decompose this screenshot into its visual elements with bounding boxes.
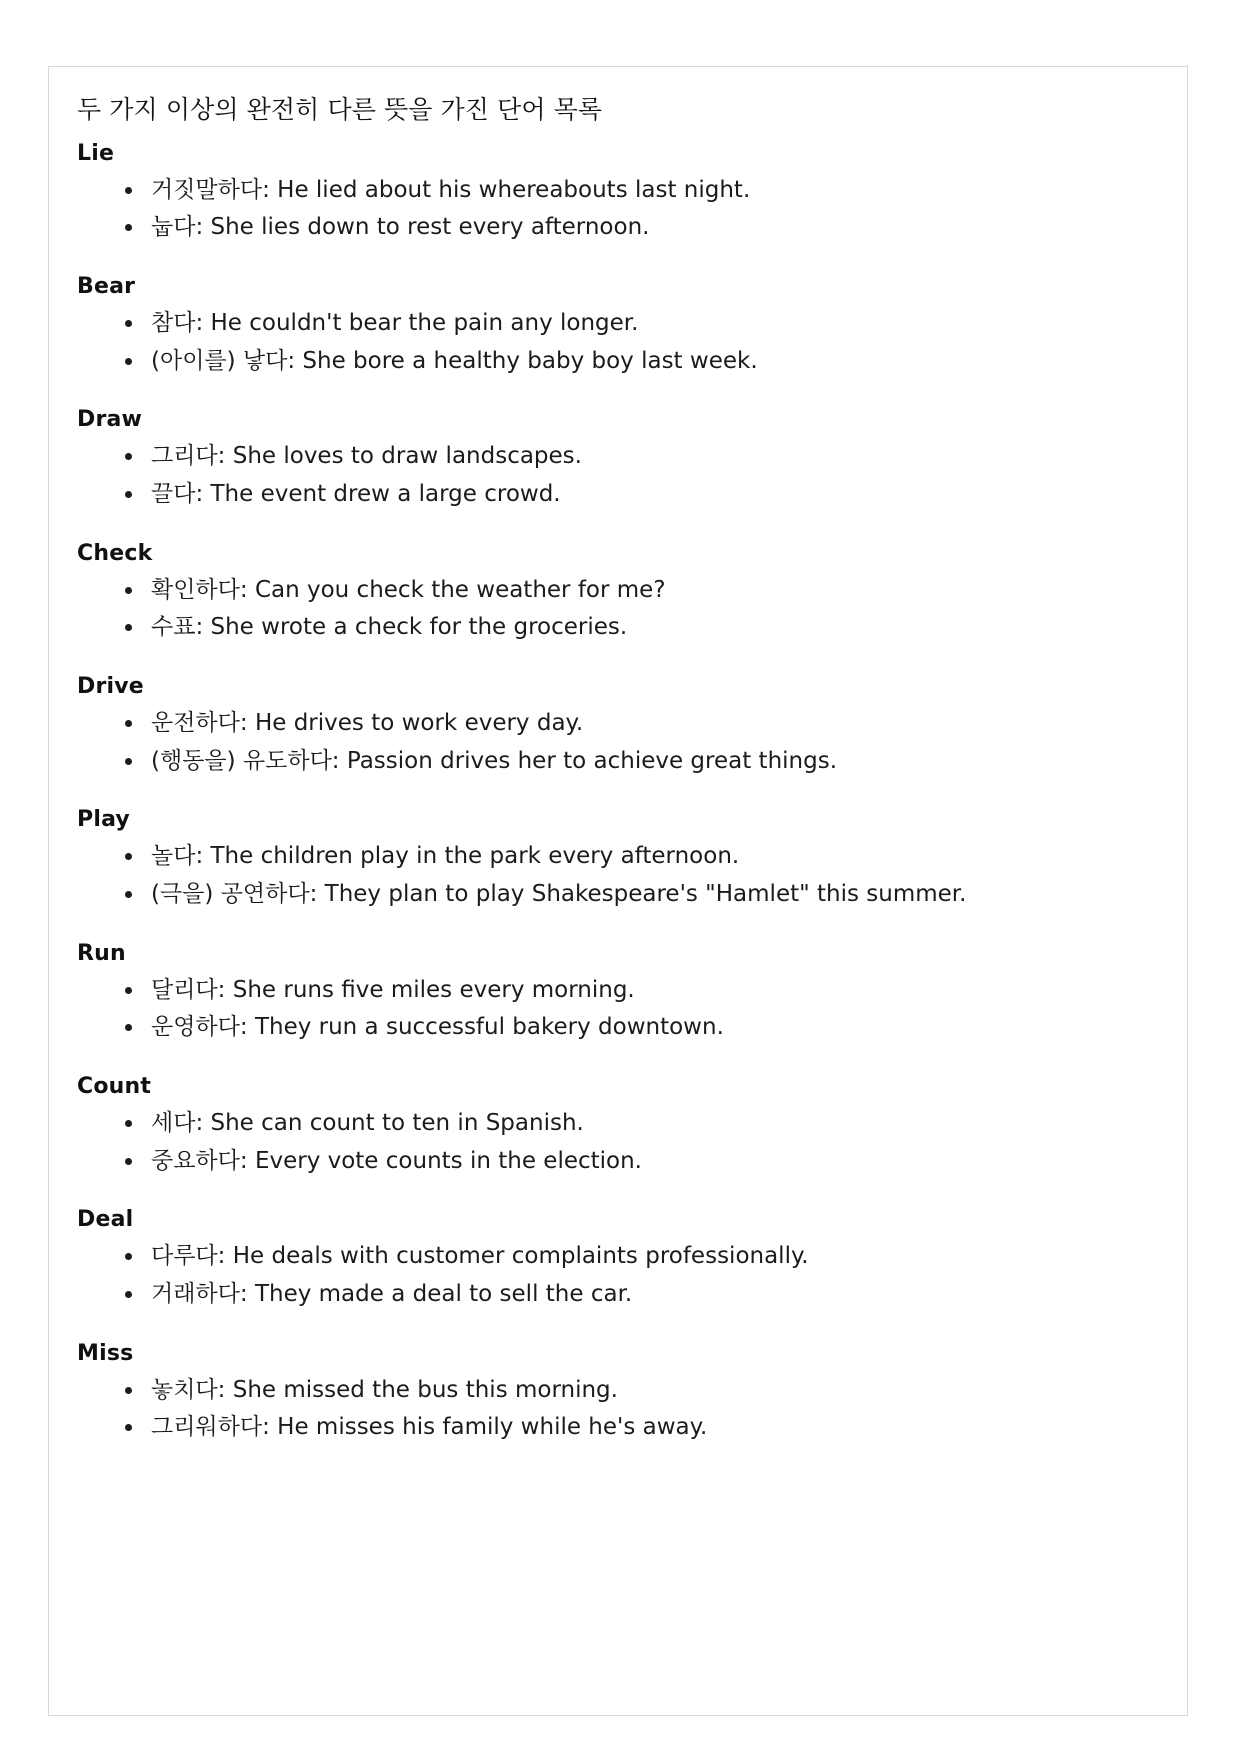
- sense-example: She lies down to rest every afternoon.: [210, 214, 650, 241]
- sense-example: He lied about his whereabouts last night.: [277, 176, 751, 203]
- list-item: [123, 1145, 1147, 1178]
- sense-example: They plan to play Shakespeare's "Hamlet" this summer.: [324, 880, 967, 907]
- sense-korean: 확인하다: [151, 576, 240, 603]
- sense-separator: :: [262, 176, 278, 203]
- sense-separator: :: [195, 614, 211, 641]
- sense-korean: 끌다: [151, 481, 196, 508]
- sense-korean: 운영하다: [151, 1014, 240, 1041]
- sense-korean: (행동을) 유도하다: [151, 747, 332, 774]
- word-heading: Lie: [77, 140, 115, 166]
- word-entry: [77, 674, 1147, 777]
- sense-example: The event drew a large crowd.: [210, 481, 561, 508]
- sense-example: He misses his family while he's away.: [277, 1414, 708, 1441]
- sense-list: [77, 707, 1147, 777]
- list-item: [123, 745, 1147, 778]
- word-entry: [77, 407, 1147, 510]
- sense-korean: (아이를) 낳다: [151, 347, 288, 374]
- sense-example: She missed the bus this morning.: [232, 1376, 618, 1403]
- sense-korean: 참다: [151, 310, 196, 337]
- word-heading: Bear: [77, 274, 136, 300]
- sense-list: [77, 174, 1147, 244]
- word-entry: [77, 1074, 1147, 1177]
- sense-list: [77, 1374, 1147, 1444]
- sense-example: He drives to work every day.: [254, 710, 584, 736]
- word-entry: [77, 141, 1147, 244]
- sense-korean: 거래하다: [151, 1280, 240, 1307]
- sense-example: Passion drives her to achieve great things.: [346, 747, 838, 774]
- sense-list: [77, 440, 1147, 510]
- sense-example: She loves to draw landscapes.: [232, 443, 582, 470]
- sense-example: She wrote a check for the groceries.: [210, 614, 628, 641]
- word-entry: [77, 274, 1147, 377]
- word-entry: [77, 941, 1147, 1044]
- sense-separator: :: [195, 214, 211, 241]
- sense-separator: :: [239, 1014, 255, 1041]
- sense-korean: (극을) 공연하다: [151, 880, 310, 907]
- sense-separator: :: [239, 576, 255, 603]
- sense-separator: :: [239, 1280, 255, 1307]
- list-item: [123, 878, 1147, 911]
- list-item: [123, 574, 1147, 607]
- list-item: [123, 707, 1147, 740]
- sense-separator: :: [217, 443, 233, 470]
- word-entry: [77, 807, 1147, 910]
- sense-separator: :: [309, 880, 325, 907]
- list-item: [123, 1374, 1147, 1407]
- word-heading: Miss: [77, 1340, 134, 1366]
- sense-korean: 놀다: [151, 843, 196, 870]
- sense-list: [77, 307, 1147, 377]
- word-heading: Deal: [77, 1207, 134, 1233]
- sense-separator: :: [195, 1109, 211, 1136]
- sense-korean: 눕다: [151, 214, 196, 241]
- sense-separator: :: [217, 1243, 233, 1270]
- sense-example: He deals with customer complaints professionally.: [232, 1243, 809, 1270]
- sense-korean: 수표: [151, 614, 196, 641]
- list-item: [123, 611, 1147, 644]
- word-heading: Count: [77, 1073, 152, 1099]
- sense-list: [77, 574, 1147, 644]
- sense-korean: 운전하다: [151, 710, 240, 736]
- word-entry: [77, 1341, 1147, 1444]
- sense-korean: 그리다: [151, 443, 218, 470]
- sense-example: He couldn't bear the pain any longer.: [210, 310, 639, 337]
- sense-example: Every vote counts in the election.: [254, 1147, 642, 1174]
- sense-separator: :: [217, 1376, 233, 1403]
- word-heading: Check: [77, 540, 153, 566]
- page-title: 두 가지 이상의 완전히 다른 뜻을 가진 단어 목록: [77, 95, 603, 124]
- list-item: [123, 1107, 1147, 1140]
- sense-example: They run a successful bakery downtown.: [254, 1014, 724, 1041]
- sense-korean: 다루다: [151, 1243, 218, 1270]
- list-item: [123, 1411, 1147, 1444]
- list-item: [123, 1240, 1147, 1273]
- word-heading: Run: [77, 940, 126, 966]
- sense-korean: 거짓말하다: [151, 176, 263, 203]
- sense-list: [77, 840, 1147, 910]
- list-item: [123, 1011, 1147, 1044]
- list-item: [123, 478, 1147, 511]
- list-item: [123, 345, 1147, 378]
- list-item: [123, 440, 1147, 473]
- document-sheet: [48, 66, 1188, 1716]
- word-heading: Drive: [77, 674, 144, 699]
- sense-example: She can count to ten in Spanish.: [210, 1109, 584, 1136]
- sense-separator: :: [331, 747, 347, 774]
- sense-separator: :: [195, 481, 211, 508]
- sense-separator: :: [217, 976, 233, 1003]
- sense-list: [77, 974, 1147, 1044]
- sense-korean: 놓치다: [151, 1376, 218, 1403]
- sense-korean: 그리워하다: [151, 1414, 263, 1441]
- list-item: [123, 174, 1147, 207]
- sense-example: The children play in the park every afternoon.: [210, 843, 740, 870]
- sense-korean: 중요하다: [151, 1147, 240, 1174]
- sense-example: They made a deal to sell the car.: [254, 1280, 633, 1307]
- sense-separator: :: [195, 310, 211, 337]
- sense-list: [77, 1107, 1147, 1177]
- word-entry: [77, 541, 1147, 644]
- list-item: [123, 840, 1147, 873]
- list-item: [123, 1278, 1147, 1311]
- sense-example: She runs five miles every morning.: [232, 976, 635, 1003]
- word-heading: Play: [77, 807, 130, 833]
- sense-korean: 달리다: [151, 976, 218, 1003]
- sense-korean: 세다: [151, 1109, 196, 1136]
- sense-list: [77, 1240, 1147, 1310]
- sense-separator: :: [239, 1147, 255, 1174]
- list-item: [123, 211, 1147, 244]
- sense-separator: :: [262, 1414, 278, 1441]
- sense-example: She bore a healthy baby boy last week.: [302, 347, 758, 374]
- word-entry: [77, 1207, 1147, 1310]
- sense-separator: :: [195, 843, 211, 870]
- list-item: [123, 307, 1147, 340]
- sense-separator: :: [239, 710, 255, 736]
- list-item: [123, 974, 1147, 1007]
- word-heading: Draw: [77, 407, 143, 433]
- sense-separator: :: [287, 347, 303, 374]
- sense-example: Can you check the weather for me?: [254, 576, 666, 603]
